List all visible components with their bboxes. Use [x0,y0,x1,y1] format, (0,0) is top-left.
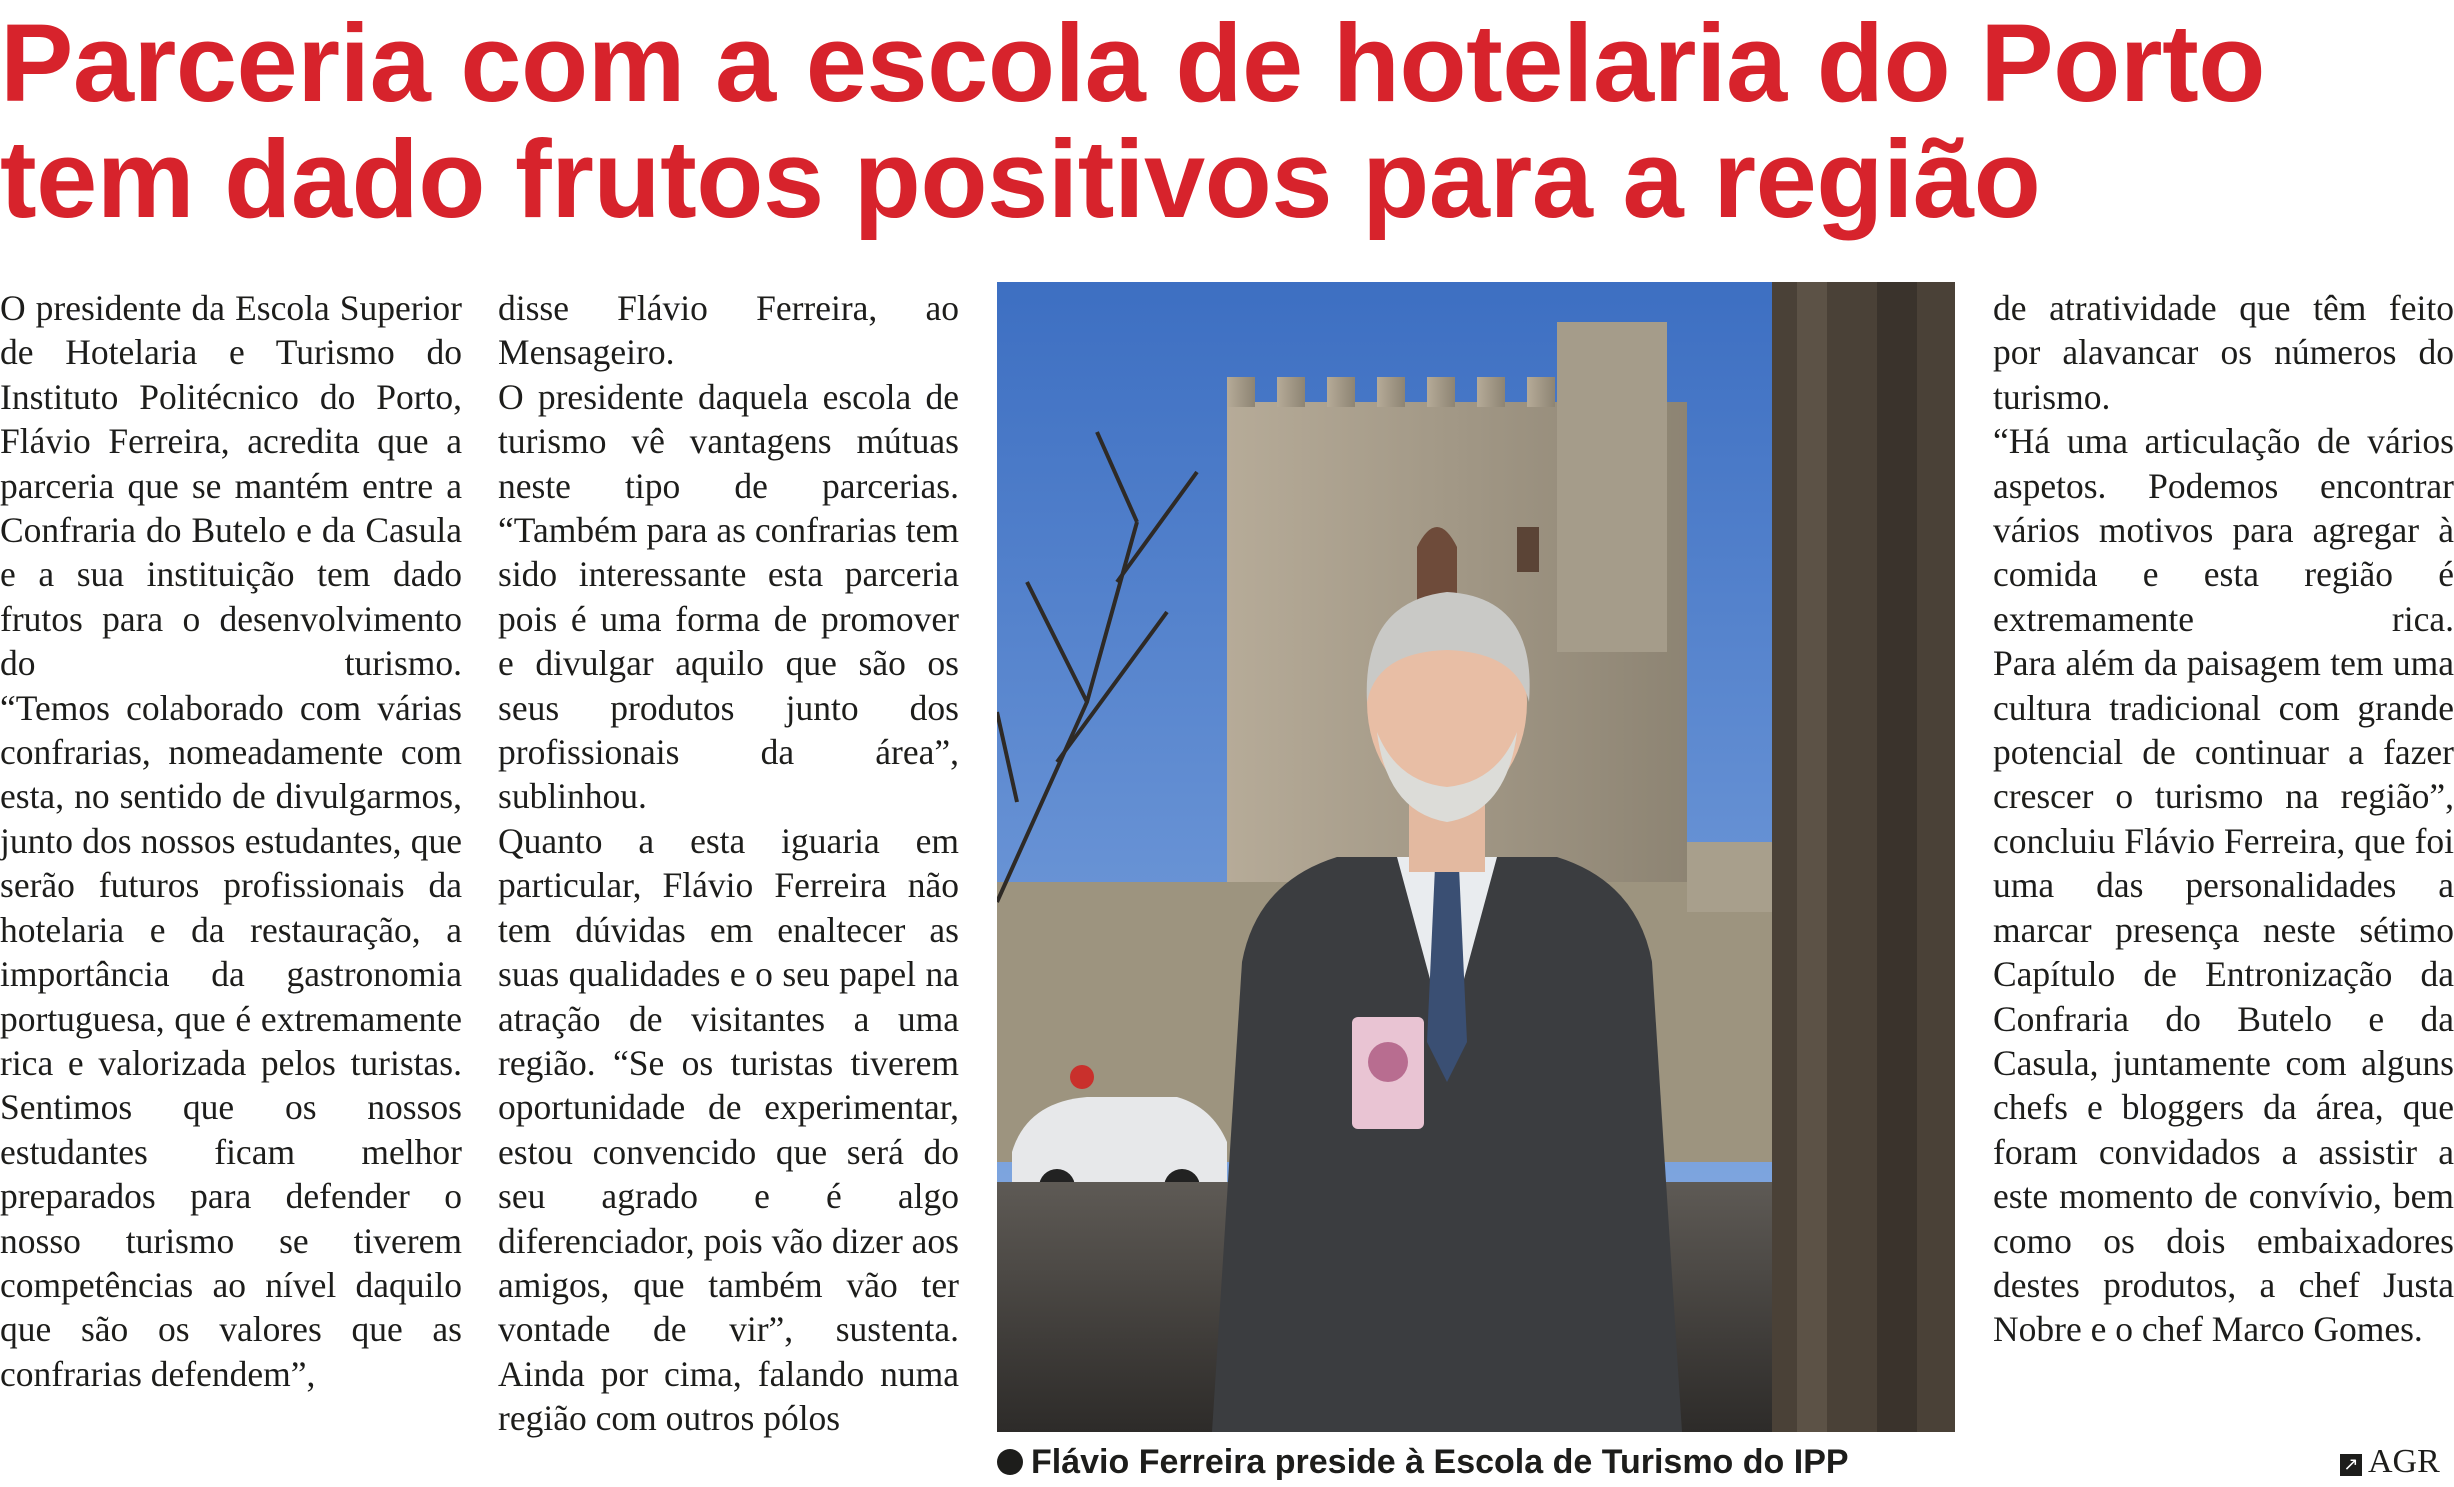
headline-line-2: tem dado frutos positivos para a região [0,118,2041,241]
headline-line-1: Parceria com a escola de hotelaria do Porto [0,2,2265,125]
article-column-1 [0,286,462,1487]
article-column-3 [1993,286,2454,1456]
paragraph: O presidente daquela escola de turismo vê vantagens mútuas neste tipo de parcerias. “Também para as confrarias tem sido interessante esta parceria pois é uma forma de promover e divulgar aquilo que são os seus produtos junto dos profissionais da área”, sublinhou. [498,376,959,817]
caption-text: Flávio Ferreira preside à Escola de Turismo do IPP [1031,1443,1849,1481]
paragraph: “Temos colaborado com várias confrarias, nomeadamente com esta, no sentido de divulgarmos, junto dos nossos estudantes, que serão futuros profissionais da hotelaria e da restauração, a importância da gastronomia portuguesa, que é extremamente rica e valorizada pelos turistas. Sentimos que os nossos estudantes ficam melhor preparados para defender o nosso turismo se tiverem competências ao nível daquilo que são os valores que as confrarias defendem”, [0,687,462,1394]
arrow-up-right-icon: ↗ [2340,1454,2362,1476]
article-photo [997,282,1955,1432]
paragraph: Para além da paisagem tem uma cultura tradicional com grande potencial de continuar a fazer crescer o turismo na região”, concluiu Flávio Ferreira, que foi uma das personalidades a marcar presença neste sétimo Capítulo de Entronização da Confraria do Butelo e da Casula, juntamente com alguns chefs e bloggers da área, que foram convidados a assistir a este momento de convívio, bem como os dois embaixadores destes produtos, a chef Justa Nobre e o chef Marco Gomes. [1993,643,2454,1350]
paragraph: “Há uma articulação de vários aspetos. Podemos encontrar vários motivos para agregar à comida e esta região é extremamente rica. [1993,421,2454,639]
bullet-dot-icon [997,1449,1023,1475]
photo-credit [2340,1440,2454,1484]
article-column-2 [498,286,959,1487]
photo-caption [997,1440,1957,1484]
paragraph: de atratividade que têm feito por alavancar os números do turismo. [1993,288,2454,417]
paragraph: disse Flávio Ferreira, ao Mensageiro. [498,288,959,373]
headline [0,2,2454,241]
paragraph: Quanto a esta iguaria em particular, Flávio Ferreira não tem dúvidas em enaltecer as suas qualidades e o seu papel na atração de visitantes a uma região. “Se os turistas tiverem oportunidade de experimentar, estou convencido que será do seu agrado e é algo diferenciador, pois vão dizer aos amigos, que também vão ter vontade de vir”, sustenta. [498,820,959,1350]
paragraph: O presidente da Escola Superior de Hotelaria e Turismo do Instituto Politécnico do Porto, Flávio Ferreira, acredita que a parceria que se mantém entre a Confraria do Butelo e da Casula e a sua instituição tem dado frutos para o desenvolvimento do turismo. [0,288,462,684]
paragraph: Ainda por cima, falando numa região com outros pólos [498,1353,959,1439]
credit-text: AGR [2368,1443,2440,1480]
